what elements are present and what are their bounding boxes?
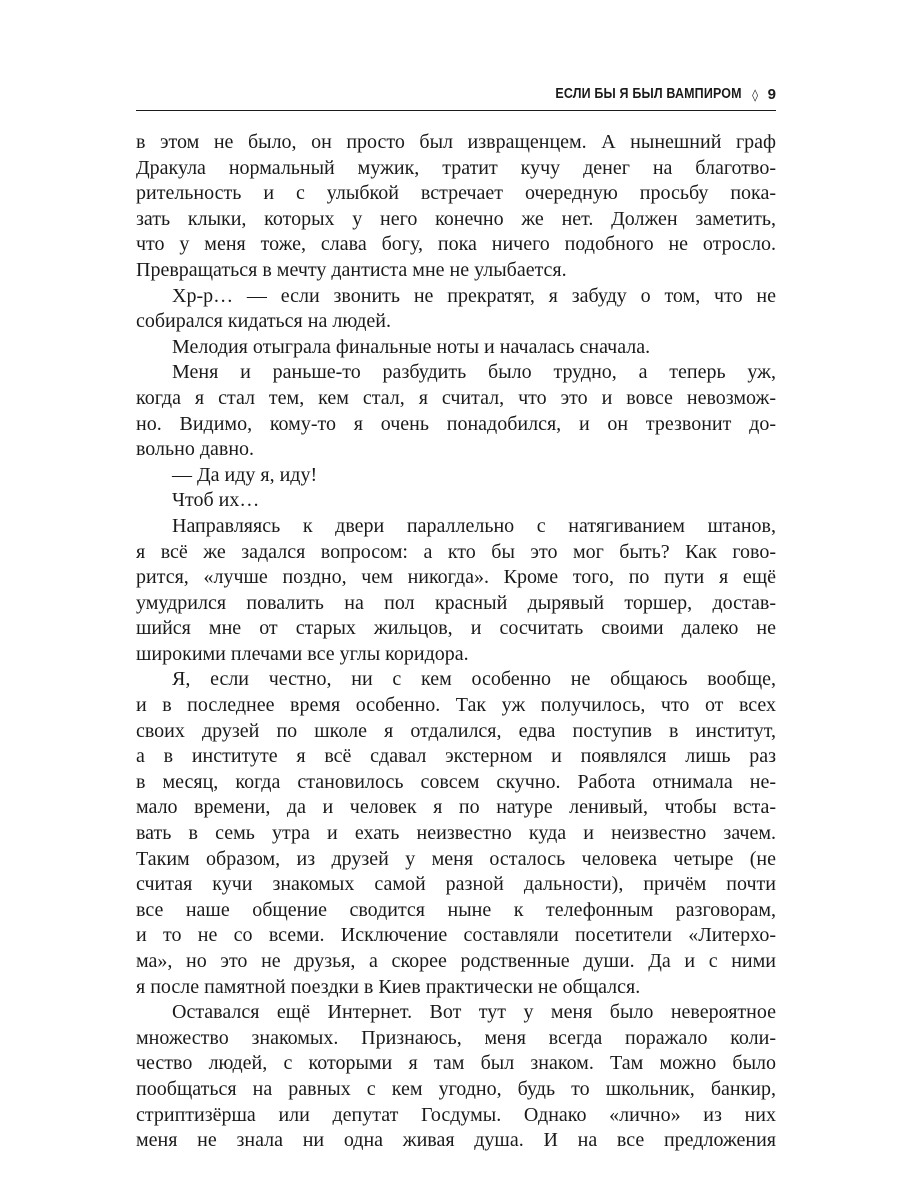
text-line: рительность и с улыбкой встречает очередную просьбу пока- xyxy=(136,182,776,205)
text-line: считая кучи знакомых самой разной дальности), причём почти xyxy=(136,873,776,896)
text-line: я после памятной поездки в Киев практически не общался. xyxy=(136,975,641,998)
page-number: 9 xyxy=(767,86,776,103)
paragraph xyxy=(136,463,776,489)
text-line: Оставался ещё Интернет. Вот тут у меня было невероятное xyxy=(172,1001,776,1024)
diamond-separator-icon: ◊ xyxy=(752,88,758,102)
text-line: я всё же задался вопросом: а кто бы это мог быть? Как гово- xyxy=(136,540,776,563)
text-line: Направляясь к двери параллельно с натягиванием штанов, xyxy=(172,514,776,537)
text-line: все наше общение сводится ныне к телефонным разговорам, xyxy=(136,898,776,921)
paragraph xyxy=(136,284,776,335)
text-line: стриптизёрша или депутат Госдумы. Однако «лично» из них xyxy=(136,1103,776,1126)
paragraph xyxy=(136,1000,776,1154)
text-line: Чтоб их… xyxy=(172,489,260,512)
running-header-title: ЕСЛИ БЫ Я БЫЛ ВАМПИРОМ xyxy=(555,86,742,102)
text-line: в этом не было, он просто был извращенцем. А нынешний граф xyxy=(136,131,776,153)
text-line: вольно давно. xyxy=(136,438,255,461)
text-line: Таким образом, из друзей у меня осталось человека четыре (не xyxy=(136,847,776,870)
text-line: меня не знала ни одна живая душа. И на все предложения xyxy=(136,1129,776,1152)
text-line: Превращаться в мечту дантиста мне не улыбается. xyxy=(136,258,567,281)
text-line: и то не со всеми. Исключение составляли посетители «Литерхо- xyxy=(136,924,776,947)
paragraph xyxy=(136,488,776,514)
text-line: а в институте я всё сдавал экстерном и появлялся лишь раз xyxy=(136,745,776,768)
text-line: Дракула нормальный мужик, тратит кучу денег на благотво- xyxy=(136,156,776,179)
text-line: Хр-р… — если звонить не прекратят, я забуду о том, что не xyxy=(172,284,776,307)
text-line: но. Видимо, кому-то я очень понадобился, и он трезвонит до- xyxy=(136,412,776,435)
paragraph xyxy=(136,360,776,462)
running-header xyxy=(136,80,776,111)
text-line: — Да иду я, иду! xyxy=(172,463,318,486)
text-line: широкими плечами все углы коридора. xyxy=(136,642,469,665)
paragraph xyxy=(136,667,776,1000)
text-line: своих друзей по школе я отдалился, едва поступив в институт, xyxy=(136,719,776,742)
text-line: мало времени, да и человек я по натуре ленивый, чтобы вста- xyxy=(136,796,776,819)
paragraph xyxy=(136,514,776,668)
paragraph xyxy=(136,130,776,284)
text-line: Мелодия отыграла финальные ноты и началась сначала. xyxy=(172,335,651,358)
body-text xyxy=(136,130,776,1154)
text-line: ма», но это не друзья, а скорее родственные души. Да и с ними xyxy=(136,950,776,972)
text-line: чество людей, с которыми я там был знаком. Там можно было xyxy=(136,1052,776,1075)
text-line: Я, если честно, ни с кем особенно не общаюсь вообще, xyxy=(172,668,776,691)
text-line: когда я стал тем, кем стал, я считал, что это и вовсе невозмож- xyxy=(136,386,776,409)
text-line: множество знакомых. Признаюсь, меня всегда поражало коли- xyxy=(136,1026,776,1049)
text-line: собирался кидаться на людей. xyxy=(136,310,391,333)
text-line: зать клыки, которых у него конечно же нет. Должен заметить, xyxy=(136,207,776,230)
text-line: Меня и раньше-то разбудить было трудно, а теперь уж, xyxy=(172,361,776,384)
text-line: что у меня тоже, слава богу, пока ничего подобного не отросло. xyxy=(136,233,776,256)
paragraph xyxy=(136,335,776,361)
text-line: пообщаться на равных с кем угодно, будь то школьник, банкир, xyxy=(136,1077,776,1100)
text-line: рится, «лучше поздно, чем никогда». Кроме того, по пути я ещё xyxy=(136,566,776,589)
text-line: умудрился повалить на пол красный дырявый торшер, достав- xyxy=(136,591,776,614)
text-line: и в последнее время особенно. Так уж получилось, что от всех xyxy=(136,694,776,717)
text-line: шийся мне от старых жильцов, и сосчитать своими далеко не xyxy=(136,617,776,640)
text-line: вать в семь утра и ехать неизвестно куда и неизвестно зачем. xyxy=(136,822,776,845)
text-line: в месяц, когда становилось совсем скучно. Работа отнимала не- xyxy=(136,770,776,793)
